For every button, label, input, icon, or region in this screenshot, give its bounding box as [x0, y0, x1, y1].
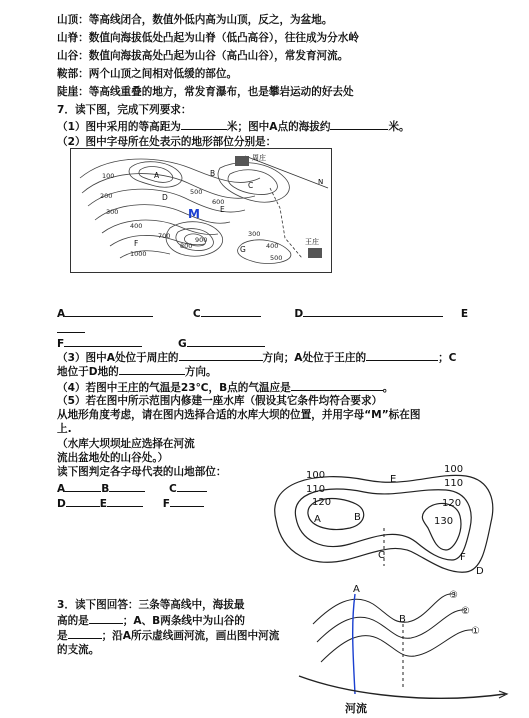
contour-map-1: [70, 148, 332, 273]
river-label-3: ③: [449, 590, 458, 601]
contour-label: 500: [190, 188, 203, 196]
contour-label: 800: [180, 242, 193, 250]
map2-letter-c: C: [378, 550, 385, 561]
river-label-2: ②: [461, 606, 470, 617]
q3-line-3: 是 ；沿A所示虚线画河流，画出图中河流: [57, 630, 280, 642]
map2-contour-100-left: 100: [306, 470, 326, 481]
contour-label: 400: [266, 242, 279, 250]
contour-label: 300: [106, 208, 119, 216]
contour-label: 300: [248, 230, 261, 238]
q7-s3-cont: 地位于D地的 方向。: [57, 366, 217, 378]
def-summit: 山顶：等高线闭合，数值外低内高为山顶，反之，为盆地。: [57, 14, 333, 26]
q7-s5c: 上.: [57, 423, 72, 435]
map2-letter-a: A: [314, 514, 321, 525]
place-zhouzhuang: 周庄: [252, 154, 266, 162]
center-m-mark: M: [188, 207, 200, 221]
blank-e[interactable]: [57, 322, 85, 333]
blank-map2-b[interactable]: [109, 481, 145, 492]
contour-label: 700: [158, 232, 171, 240]
river-diagram: [293, 584, 513, 714]
blank-interval[interactable]: [181, 119, 227, 130]
note-line-2: 流出盆地处的山谷处。）: [57, 452, 169, 464]
q7-s3: （3）图中A处位于周庄的 方向；A处位于王庄的 ；C: [57, 352, 457, 364]
q7-s5: （5）若在图中所示范围内修建一座水库（假设其它条件均符合要求）: [57, 395, 383, 407]
map2-contour-110-right: 110: [444, 478, 464, 489]
answer-row-1: A C D E: [57, 308, 469, 320]
map2-contour-100-right: 100: [444, 464, 464, 475]
def-cliff: 陡崖：等高线重叠的地方，常发育瀑布，也是攀岩运动的好去处: [57, 86, 354, 98]
map2-letter-e: E: [390, 474, 397, 485]
blank-dir-1[interactable]: [179, 350, 263, 361]
answer-row-1b: [57, 322, 85, 337]
contour-label: 900: [195, 236, 208, 244]
answer-row-2: F G: [57, 336, 265, 351]
def-ridge: 山脊：数值向海拔低处凸起为山脊（低凸高谷），往往成为分水岭: [57, 32, 359, 44]
map2-letter-d: D: [476, 566, 484, 577]
map1-letter-d: D: [162, 193, 168, 202]
map1-letter-a: A: [154, 171, 160, 180]
blank-map2-c[interactable]: [177, 481, 207, 492]
map2-contour-120-left: 120: [312, 497, 332, 508]
blank-map2-e[interactable]: [107, 496, 143, 507]
q7-s4: （4）若图中王庄的气温是23℃，B点的气温应是 。: [57, 382, 394, 394]
blank-f[interactable]: [64, 336, 142, 347]
blank-map2-d[interactable]: [66, 496, 100, 507]
def-saddle: 鞍部：两个山顶之间相对低缓的部位。: [57, 68, 238, 80]
blank-altitude[interactable]: [330, 119, 388, 130]
map2-contour-120-right: 120: [442, 498, 462, 509]
contour-label: 400: [130, 222, 143, 230]
map1-letter-g: G: [240, 245, 246, 254]
contour-map-2: [256, 462, 506, 578]
q7-s2: （2）图中字母所在处表示的地形部位分别是：: [57, 136, 277, 148]
letters-row-2: D E F: [57, 496, 204, 511]
blank-map2-f[interactable]: [170, 496, 204, 507]
blank-a[interactable]: [65, 306, 153, 317]
blank-temp[interactable]: [291, 380, 383, 391]
north-label: N: [318, 178, 324, 186]
q3-line-1: 3．读下图回答：三条等高线中，海拔最: [57, 599, 245, 611]
blank-c[interactable]: [201, 306, 261, 317]
q7-s1: （1）图中采用的等高距为 米；图中A点的海拔约 米。: [57, 121, 410, 133]
contour-label: 600: [212, 198, 225, 206]
q7-s5b: 从地形角度考虑，请在图内选择合适的水库大坝的位置，并用字母“M”标在图: [57, 409, 421, 421]
q3-line-4: 的支流。: [57, 644, 100, 656]
note-line-1: （水库大坝坝址应选择在河流: [57, 438, 195, 450]
q-letters: 读下图判定各字母代表的山地部位：: [57, 466, 227, 478]
blank-d[interactable]: [303, 306, 443, 317]
map2-contour-110-left: 110: [306, 484, 326, 495]
contour-label: 100: [102, 172, 115, 180]
q7-title: 7．读下图，完成下列要求：: [57, 104, 192, 116]
blank-highest[interactable]: [89, 613, 123, 624]
map1-letter-b: B: [210, 169, 216, 178]
contour-label: 200: [100, 192, 113, 200]
river-name-label: 河流: [345, 702, 367, 714]
contour-label: 500: [270, 254, 283, 262]
blank-dir-2[interactable]: [366, 350, 438, 361]
river-label-a: A: [353, 584, 360, 595]
river-label-1: ①: [471, 626, 480, 637]
map2-contour-130: 130: [434, 516, 454, 527]
map2-letter-b: B: [354, 512, 361, 523]
blank-valley[interactable]: [68, 628, 102, 639]
map1-letter-c: C: [248, 181, 254, 190]
blank-g[interactable]: [187, 336, 265, 347]
def-valley: 山谷：数值向海拔高处凸起为山谷（高凸山谷），常发育河流。: [57, 50, 349, 62]
blank-map2-a[interactable]: [65, 481, 101, 492]
map1-letter-e: E: [220, 205, 225, 214]
letters-row-1: A B C: [57, 481, 207, 496]
map2-letter-f: F: [460, 552, 466, 563]
contour-label: 1000: [130, 250, 147, 258]
river-label-b: B: [399, 614, 406, 625]
map1-letter-f: F: [134, 239, 139, 248]
q3-line-2: 高的是 ；A、B两条线中为山谷的: [57, 615, 245, 627]
blank-dir-3[interactable]: [119, 364, 185, 375]
place-wangzhuang: 王庄: [305, 238, 319, 246]
